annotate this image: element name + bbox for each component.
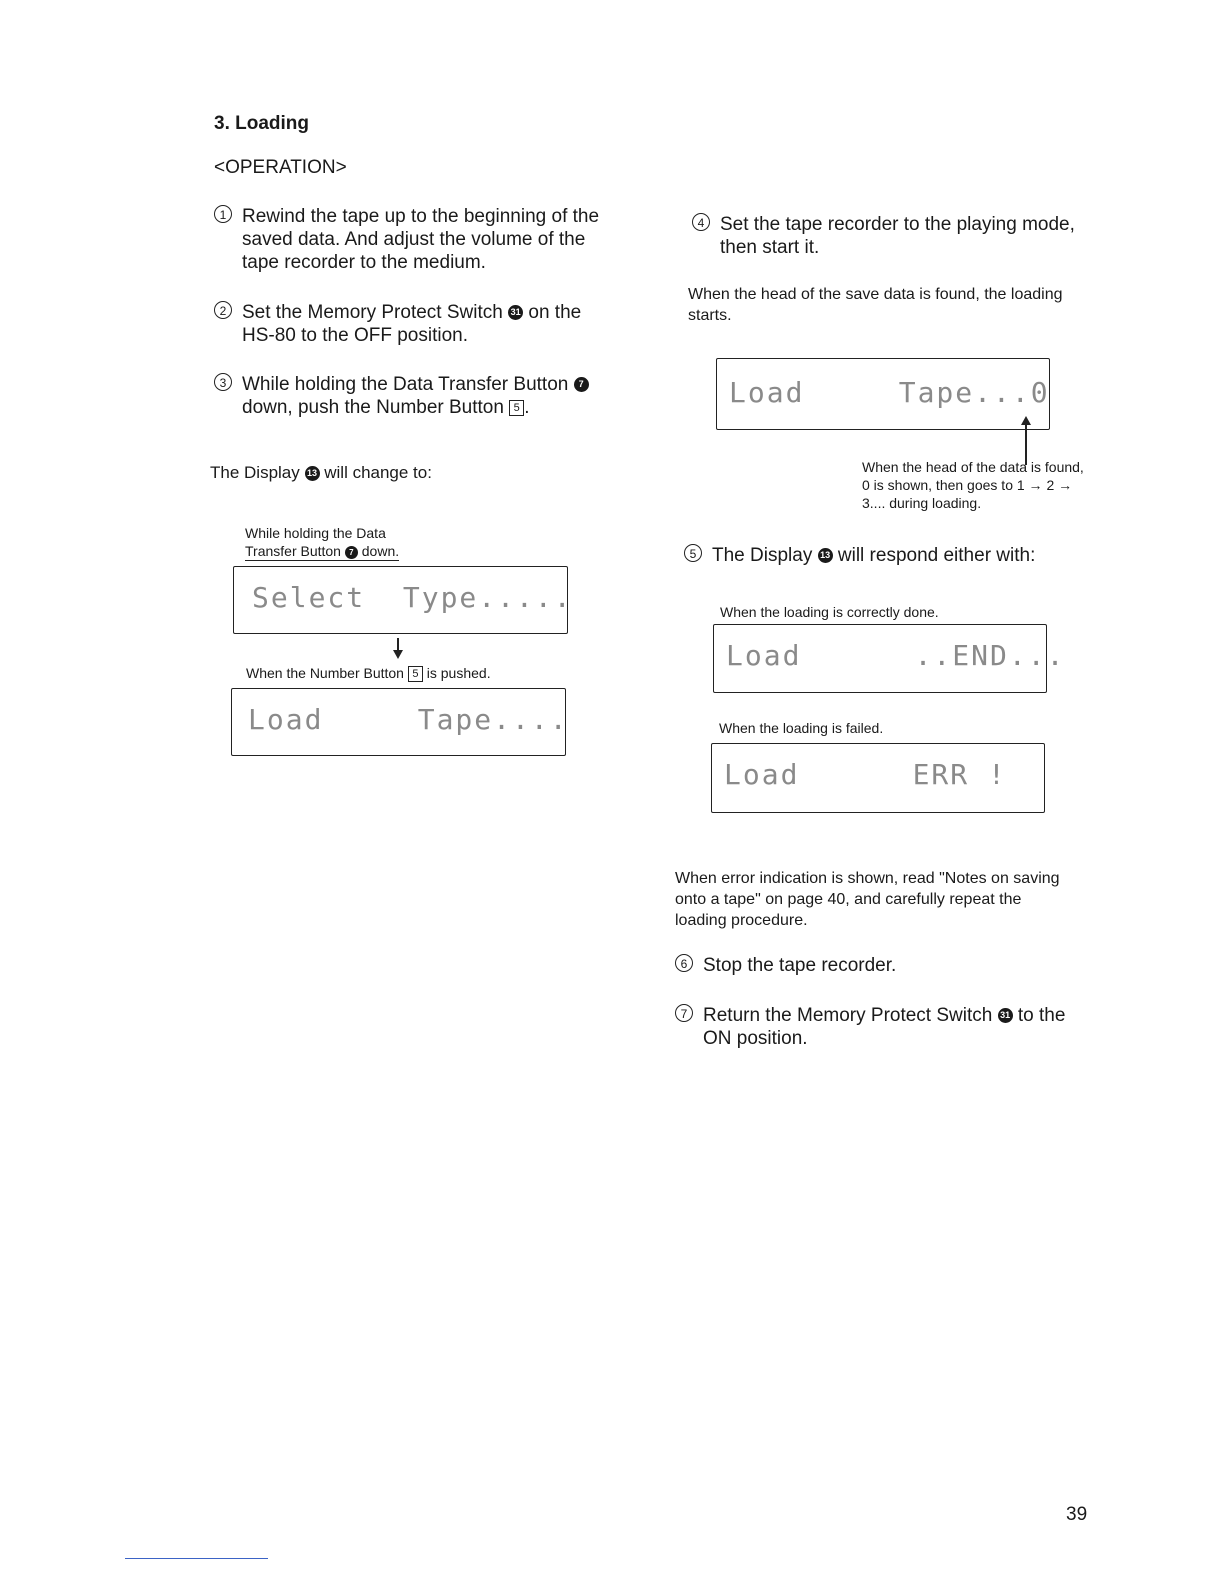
- lcd-load-tape: [231, 688, 569, 756]
- lcd-load-tape-counter: [716, 358, 1050, 430]
- step-7: [675, 1004, 1075, 1050]
- number-key: 5: [509, 400, 524, 416]
- caption-loading-ok: When the loading is correctly done.: [720, 604, 939, 620]
- operation-label: <OPERATION>: [214, 157, 347, 178]
- footer-rule: [125, 1558, 268, 1559]
- step-text: Return the Memory Protect Switch: [703, 1005, 993, 1026]
- lcd-text: Load Tape....: [248, 703, 569, 736]
- lcd-text: Load ERR !: [724, 758, 1007, 791]
- step-number: 4: [692, 213, 710, 231]
- display-badge: 13: [818, 548, 833, 563]
- step-6: [675, 954, 1075, 977]
- arrow-head: [393, 650, 403, 659]
- step-text: to the ON position.: [703, 1005, 1066, 1049]
- step-text: will respond either with:: [837, 545, 1036, 566]
- step-number: 6: [675, 954, 693, 972]
- step-text: Stop the tape recorder.: [703, 955, 897, 976]
- step-1: [214, 205, 614, 274]
- step-2: [214, 301, 614, 347]
- button-badge: 7: [345, 546, 358, 559]
- step-text: Set the tape recorder to the playing mode, then start it.: [720, 214, 1075, 258]
- caption-loading-failed: When the loading is failed.: [719, 720, 884, 736]
- caption-line: [245, 542, 399, 561]
- step-text: The Display: [712, 545, 813, 566]
- number-key: 5: [408, 666, 423, 682]
- step-3: [214, 373, 614, 419]
- caption-line: While holding the Data: [245, 525, 386, 541]
- switch-badge: 31: [998, 1008, 1013, 1023]
- caption-number-pushed: [246, 664, 491, 682]
- caption-text: is pushed.: [426, 665, 491, 681]
- section-heading: 3. Loading: [214, 113, 309, 134]
- arrow-head-up: [1021, 416, 1031, 425]
- text: The Display: [210, 463, 300, 482]
- caption-text: down.: [361, 543, 400, 559]
- step-text: .: [524, 397, 530, 418]
- step-4: [692, 213, 1092, 259]
- step-text: on the HS-80 to the OFF position.: [242, 302, 582, 346]
- text: will change to:: [324, 463, 432, 482]
- arrow-down: [397, 638, 399, 650]
- button-badge: 7: [574, 377, 589, 392]
- lcd-load-end: [713, 624, 1066, 693]
- step-text: down, push the Number Button: [242, 397, 504, 418]
- step-5: [684, 544, 1104, 567]
- step-text: While holding the Data Transfer Button: [242, 374, 569, 395]
- step-number: 3: [214, 373, 232, 391]
- lcd-text: Load Tape...0: [729, 376, 1050, 409]
- lcd-text: Select Type.....: [252, 581, 573, 614]
- lcd-text: Load ..END...: [726, 639, 1066, 672]
- lcd-load-err: [711, 743, 1045, 813]
- step-text: Set the Memory Protect Switch: [242, 302, 503, 323]
- step-number: 7: [675, 1004, 693, 1022]
- page-number: 39: [1066, 1504, 1088, 1525]
- head-found-text: When the head of the save data is found, the loading starts.: [688, 286, 1063, 324]
- display-change-text: [210, 462, 432, 483]
- display-badge: 13: [305, 466, 320, 481]
- caption-text: When the Number Button: [246, 665, 404, 681]
- caption-holding: [245, 524, 399, 561]
- caption-text: Transfer Button: [245, 543, 341, 559]
- step-number: 1: [214, 205, 232, 223]
- switch-badge: 31: [508, 305, 523, 320]
- step-number: 5: [684, 544, 702, 562]
- step-text: Rewind the tape up to the beginning of the saved data. And adjust the volume of the tape recorder to the medium.: [242, 206, 600, 273]
- lcd-select-type: [233, 566, 573, 634]
- error-note: When error indication is shown, read "Notes on saving onto a tape" on page 40, and carefully repeat the loading procedure.: [675, 870, 1060, 929]
- step-number: 2: [214, 301, 232, 319]
- counter-note: When the head of the data is found, 0 is shown, then goes to 1 → 2 → 3.... during loading.: [862, 459, 1084, 511]
